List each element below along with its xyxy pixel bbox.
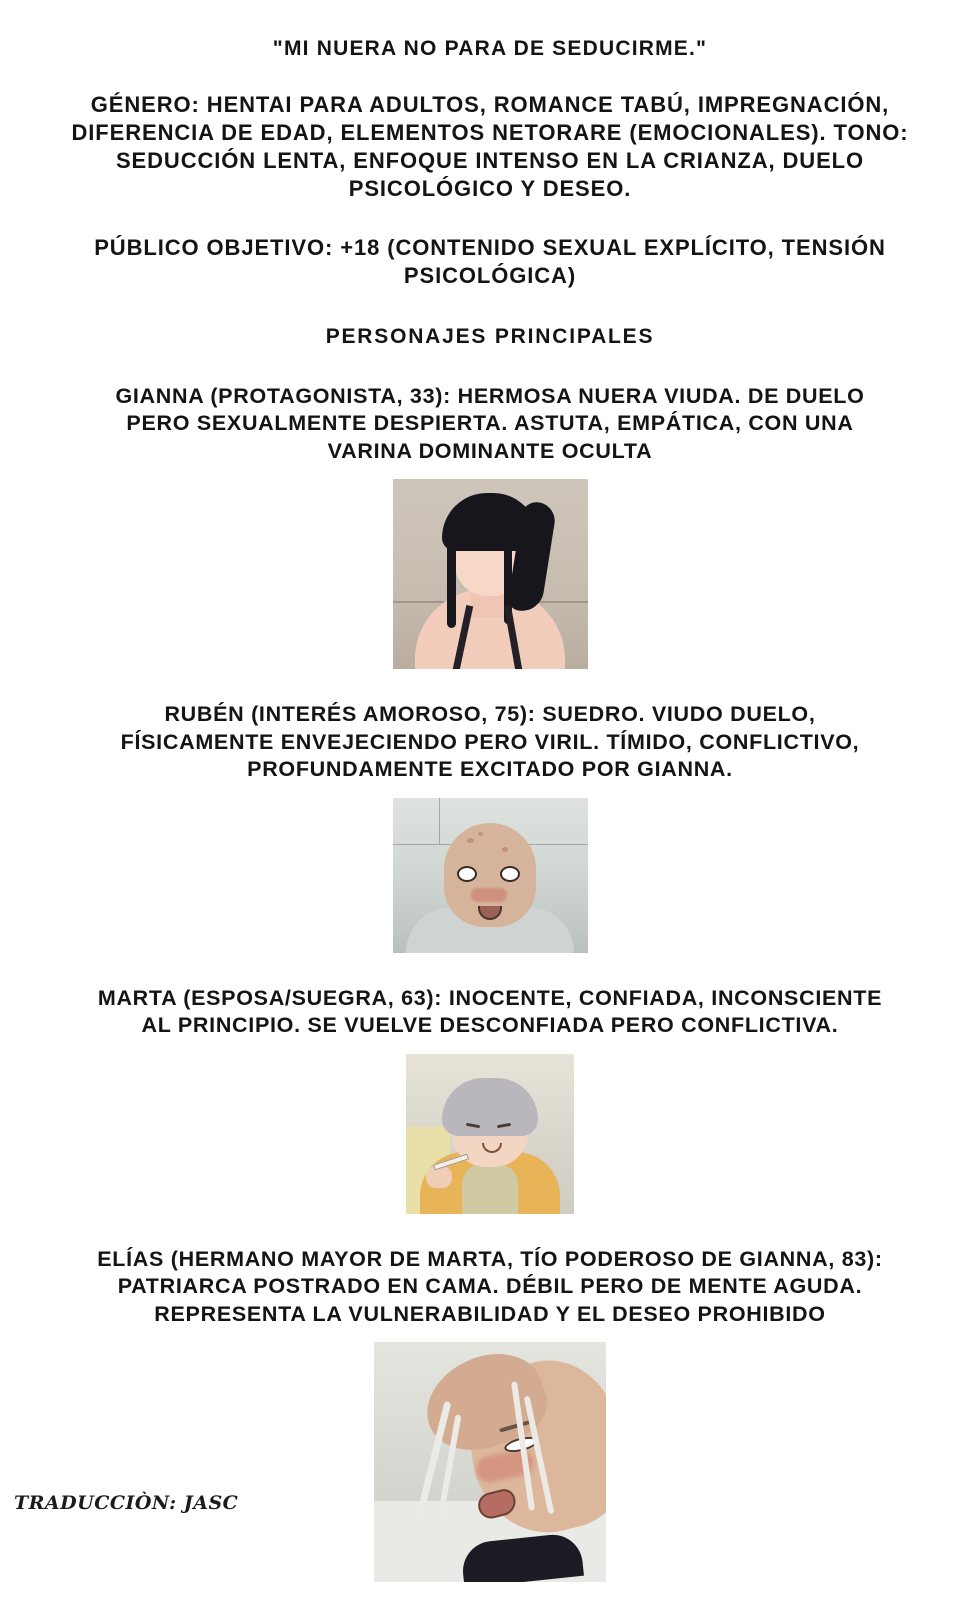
gianna-portrait xyxy=(393,479,588,669)
character-description-ruben: RUBÉN (INTERÉS AMOROSO, 75): SUEDRO. VIUDO DUELO, FÍSICAMENTE ENVEJECIENDO PERO VIRIL. TÍMIDO, CONFLICTIVO, PROFUNDAMENTE EXCITADO POR GIANNA. xyxy=(120,702,860,782)
hand-shape xyxy=(426,1166,452,1188)
background-tile-line-vertical xyxy=(439,798,440,845)
bottom-spacer xyxy=(0,1582,980,1608)
age-spot xyxy=(467,838,474,843)
hair-shape xyxy=(442,1078,538,1136)
character-description-elias: ELÍAS (HERMANO MAYOR DE MARTA, TÍO PODEROSO DE GIANNA, 83): PATRIARCA POSTRADO EN CAMA. DÉBIL PERO DE MENTE AGUDA. REPRESENTA LA VULNERABILIDAD Y EL DESEO PROHIBIDO xyxy=(97,1246,883,1326)
elias-portrait xyxy=(374,1342,606,1582)
translation-credit: TRADUCCIÒN: JASC xyxy=(14,1492,239,1514)
ruben-portrait xyxy=(393,798,588,953)
eye-left xyxy=(457,866,477,882)
main-characters-heading: PERSONAJES PRINCIPALES xyxy=(325,324,655,348)
character-description-marta: MARTA (ESPOSA/SUEGRA, 63): INOCENTE, CONFIADA, INCONSCIENTE AL PRINCIPIO. SE VUELVE DESCONFIADA PERO CONFLICTIVA. xyxy=(97,985,883,1038)
shirt-shape xyxy=(462,1164,518,1214)
target-audience-paragraph: PÚBLICO OBJETIVO: +18 (CONTENIDO SEXUAL EXPLÍCITO, TENSIÓN PSICOLÓGICA) xyxy=(94,234,886,288)
character-description-gianna: GIANNA (PROTAGONISTA, 33): HERMOSA NUERA VIUDA. DE DUELO PERO SEXUALMENTE DESPIERTA. ASTUTA, EMPÁTICA, CON UNA VARINA DOMINANTE OCULTA xyxy=(115,383,865,463)
blush-shape xyxy=(471,888,507,902)
bangs-shape xyxy=(453,523,527,539)
genre-tone-paragraph: GÉNERO: HENTAI PARA ADULTOS, ROMANCE TABÚ, IMPREGNACIÓN, DIFERENCIA DE EDAD, ELEMENTOS NETORARE (EMOCIONALES). TONO: SEDUCCIÓN LENTA, ENFOQUE INTENSO EN LA CRIANZA, DUELO PSICOLÓGICO Y DESEO. xyxy=(71,91,909,202)
hair-strand-left xyxy=(447,536,456,628)
eye-right xyxy=(500,866,520,882)
marta-portrait xyxy=(406,1054,574,1214)
page-title: "MI NUERA NO PARA DE SEDUCIRME." xyxy=(272,37,708,60)
